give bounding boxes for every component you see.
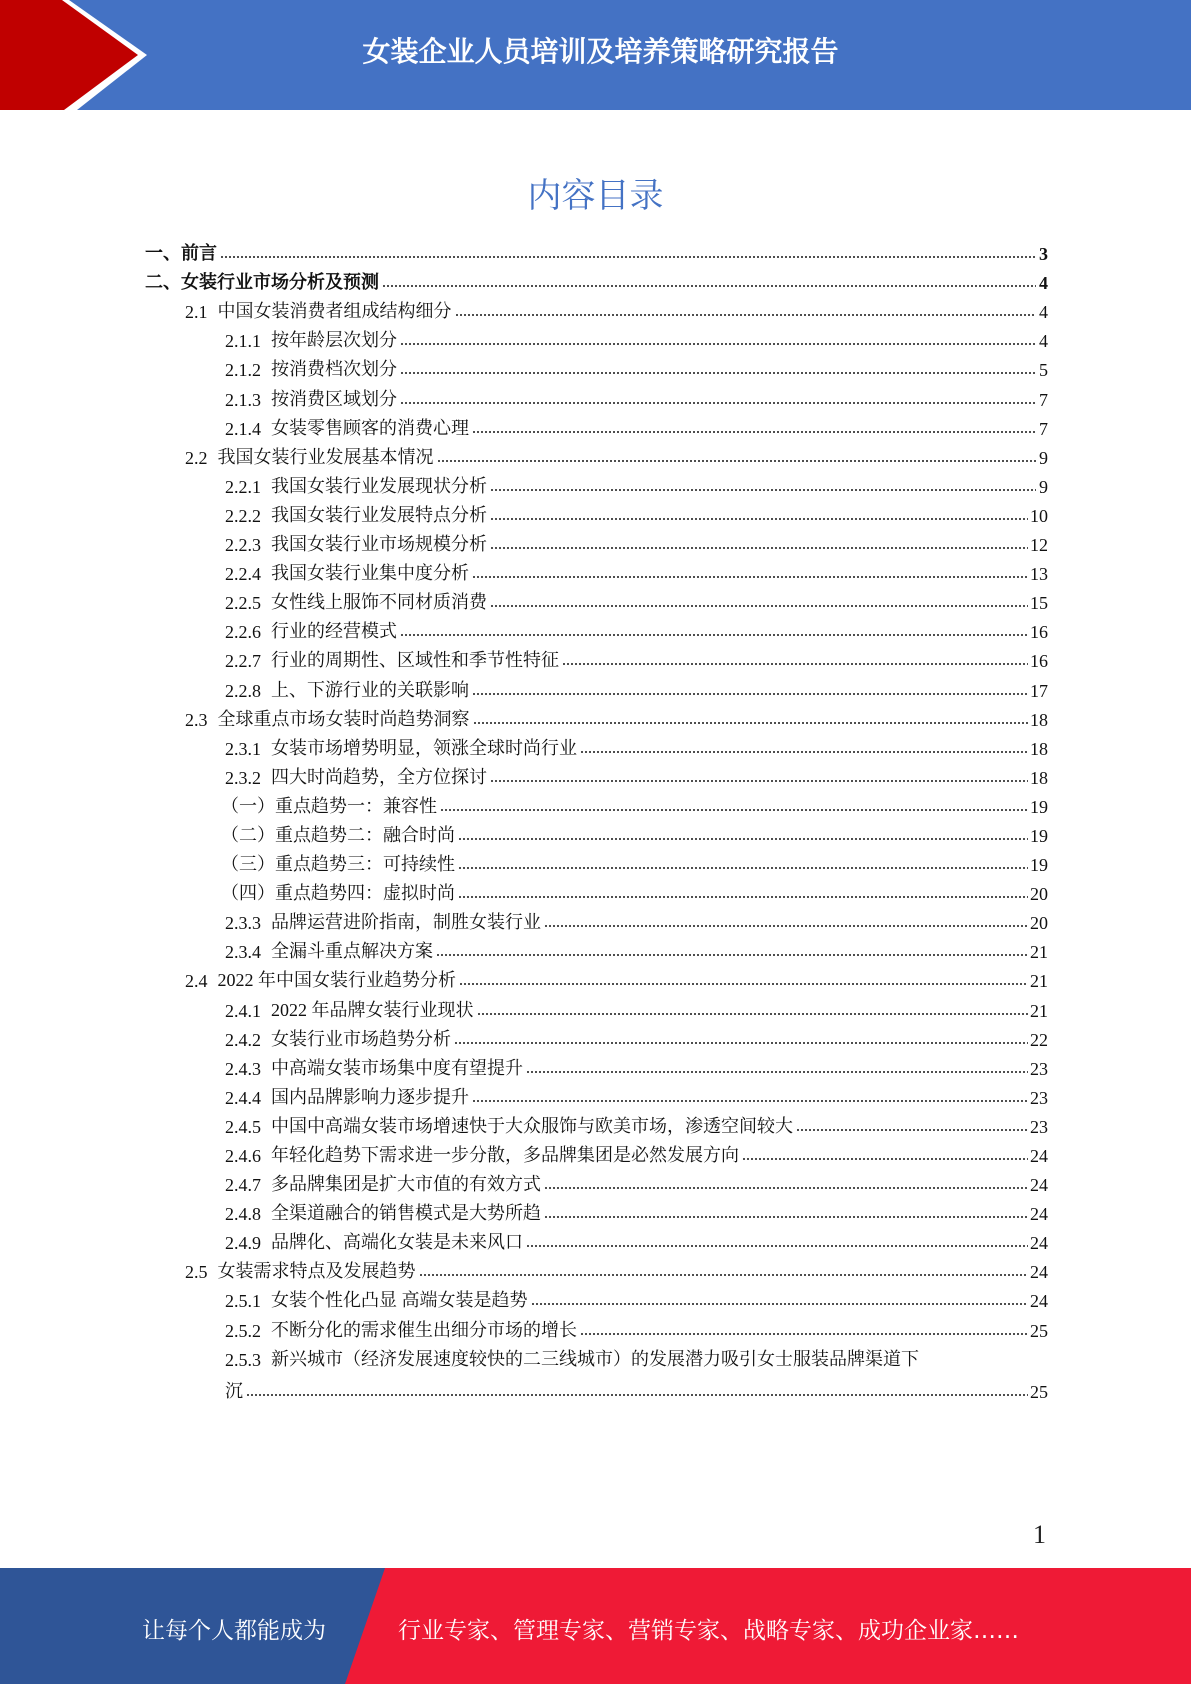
dot-leader [400,371,1036,375]
toc-entry-number: 2.4.2 [225,1029,261,1050]
toc-entry-page: 4 [1039,302,1048,323]
toc-entry-text: 品牌化、高端化女装是未来风口 [271,1232,523,1253]
toc-entry-page: 24 [1030,1204,1048,1225]
toc-entry-number: 2.3 [185,709,208,730]
toc-entry-page: 16 [1030,651,1048,672]
toc-entry-page: 7 [1039,389,1048,410]
toc-entry-page: 4 [1039,273,1048,294]
toc-entry-number: 2.3.2 [225,767,261,788]
toc-entry-page: 16 [1030,622,1048,643]
dot-leader [796,1128,1028,1132]
dot-leader [458,866,1028,870]
toc-entry[interactable] [145,847,1048,876]
dot-leader [400,401,1036,405]
toc-entry[interactable] [145,1254,1048,1283]
toc-entry[interactable] [145,992,1048,1021]
page-number: 1 [1033,1520,1046,1549]
toc-entry-number: 2.4.7 [225,1175,261,1196]
dot-leader [490,488,1036,492]
toc-entry[interactable] [145,1051,1048,1080]
dot-leader [382,284,1036,288]
toc-entry-number: （二） [221,824,275,845]
toc-entry[interactable] [145,323,1048,352]
toc-entry-text: 重点趋势二：融合时尚 [275,824,455,845]
toc-entry-page: 24 [1030,1175,1048,1196]
toc-entry-text: 我国女装行业发展现状分析 [271,475,487,496]
toc-entry[interactable] [145,294,1048,323]
toc-entry-number: 2.5.2 [225,1320,261,1341]
toc-entry-number: 2.2.5 [225,593,261,614]
toc-entry-page: 21 [1030,942,1048,963]
toc-entry[interactable] [145,731,1048,760]
toc-entry-number: 2.1.4 [225,418,261,439]
dot-leader [490,604,1028,608]
dot-leader [544,924,1028,928]
toc-entry[interactable] [145,643,1048,672]
toc-entry-number: 2.2.6 [225,622,261,643]
toc-entry-number: 2.1 [185,302,208,323]
footer-banner [0,1568,1191,1684]
dot-leader [458,837,1028,841]
toc-entry[interactable] [145,527,1048,556]
report-title: 女装企业人员培训及培养策略研究报告 [362,35,839,68]
toc-entry[interactable] [145,440,1048,469]
toc-entry-page: 7 [1039,418,1048,439]
toc-entry-number: 2.3.1 [225,738,261,759]
dot-leader [455,313,1037,317]
toc-entry-text: 年轻化趋势下需求进一步分散，多品牌集团是必然发展方向 [271,1145,739,1165]
dot-leader [490,546,1028,550]
dot-leader [473,721,1029,725]
toc-entry-page: 19 [1030,825,1048,846]
toc-entry-text: 新兴城市（经济发展速度较快的二三线城市）的发展潜力吸引女士服装品牌渠道下 [271,1348,919,1369]
toc-entry-page: 9 [1039,476,1048,497]
toc-entry-text: 品牌运营进阶指南，制胜女装行业 [271,912,541,933]
dot-leader [580,750,1028,754]
toc-entry[interactable] [145,556,1048,585]
toc-entry-number: 2.3.4 [225,942,261,963]
toc-entry-text: 女装市场增势明显，领涨全球时尚行业 [271,737,577,758]
dot-leader [459,982,1028,986]
toc-entry-page: 20 [1030,884,1048,905]
toc-entry-text: 女性线上服饰不同材质消费 [271,592,487,613]
dot-leader [437,459,1037,463]
toc-entry-number: （四） [221,883,275,904]
toc-entry-number: 2.2.1 [225,476,261,497]
dot-leader [440,808,1028,812]
dot-leader [436,953,1028,957]
toc-entry-page: 25 [1030,1320,1048,1341]
toc-entry-text: 按年龄层次划分 [271,330,397,351]
toc-entry-text: 不断分化的需求催生出细分市场的增长 [271,1319,577,1340]
toc-entry-text: 行业的周期性、区域性和季节性特征 [271,650,559,671]
toc-entry[interactable] [145,1283,1048,1312]
toc-entry-text: 中高端女装市场集中度有望提升 [271,1057,523,1078]
toc-entry[interactable] [145,1342,1048,1371]
toc-entry-number: 二、 [145,272,181,293]
dot-leader [246,1393,1028,1397]
toc-entry-page: 20 [1030,913,1048,934]
toc-entry[interactable] [145,381,1048,410]
toc-entry-page: 24 [1030,1291,1048,1312]
toc-entry-text: 女装行业市场分析及预测 [181,272,379,293]
toc-entry-text: 国内品牌影响力逐步提升 [271,1086,469,1107]
table-of-contents [145,236,1048,1403]
toc-entry-text: 按消费档次划分 [271,359,397,380]
toc-entry-text: 上、下游行业的关联影响 [271,679,469,700]
toc-entry-number: 2.4.8 [225,1204,261,1225]
toc-entry-number: 2.1.3 [225,389,261,410]
toc-entry-text: 前言 [181,243,217,264]
toc-entry-page: 25 [1030,1381,1048,1402]
toc-entry-text: 我国女装行业市场规模分析 [271,534,487,555]
toc-entry-number: 一、 [145,243,181,264]
toc-entry-page: 12 [1030,535,1048,556]
toc-entry[interactable] [145,1138,1048,1167]
toc-entry-page: 23 [1030,1058,1048,1079]
toc-entry-text: 全渠道融合的销售模式是大势所趋 [271,1203,541,1224]
toc-entry-page: 18 [1030,738,1048,759]
toc-entry-number: 2.2.3 [225,535,261,556]
toc-entry[interactable] [145,702,1048,731]
dot-leader [490,517,1028,521]
dot-leader [526,1244,1028,1248]
toc-entry-number: 2.5.1 [225,1291,261,1312]
dot-leader [400,342,1036,346]
toc-entry[interactable] [145,905,1048,934]
dot-leader [742,1157,1028,1161]
dot-leader [472,575,1028,579]
toc-entry-text: 女装零售顾客的消费心理 [271,417,469,438]
toc-entry-text: 我国女装行业发展特点分析 [271,504,487,525]
toc-entry-number: 2.5 [185,1262,208,1283]
toc-entry[interactable] [145,760,1048,789]
toc-entry[interactable] [145,963,1048,992]
toc-entry-page: 19 [1030,855,1048,876]
dot-leader [526,1070,1028,1074]
toc-entry-page: 21 [1030,1000,1048,1021]
toc-entry[interactable] [145,352,1048,381]
dot-leader [472,692,1028,696]
toc-entry[interactable] [145,1225,1048,1254]
toc-entry-number: 2.4.5 [225,1116,261,1137]
toc-entry-page: 24 [1030,1262,1048,1283]
toc-entry-number: 2.1.2 [225,360,261,381]
dot-leader [472,1099,1028,1103]
toc-entry[interactable] [145,934,1048,963]
toc-entry[interactable] [145,498,1048,527]
dot-leader [544,1186,1028,1190]
toc-entry-page: 13 [1030,564,1048,585]
toc-entry-text: 中国女装消费者组成结构细分 [217,301,452,322]
dot-leader [490,779,1028,783]
toc-entry-number: 2.4 [185,971,208,992]
toc-entry-text: 我国女装行业集中度分析 [271,563,469,584]
dot-leader [562,662,1028,666]
toc-entry-page: 9 [1039,447,1048,468]
toc-entry-text: 2022 年品牌女装行业现状 [271,999,474,1020]
toc-entry-page: 18 [1030,767,1048,788]
footer-slogan-left: 让每个人都能成为 [142,1618,326,1644]
footer-slogan-right: 行业专家、管理专家、营销专家、战略专家、成功企业家…… [398,1618,1019,1644]
toc-entry-number: 2.5.3 [225,1349,261,1370]
toc-entry-text: 重点趋势四：虚拟时尚 [275,883,455,904]
toc-entry-text: 中国中高端女装市场增速快于大众服饰与欧美市场，渗透空间较大 [271,1115,793,1136]
dot-leader [531,1302,1029,1306]
toc-entry-page: 22 [1030,1029,1048,1050]
toc-entry-page: 23 [1030,1116,1048,1137]
dot-leader [454,1041,1028,1045]
toc-entry-continued[interactable] [145,1371,1048,1403]
toc-entry-text: 女装需求特点及发展趋势 [217,1261,416,1282]
toc-entry-number: 2.4.1 [225,1000,261,1021]
toc-entry[interactable] [145,614,1048,643]
toc-entry-number: 2.1.1 [225,331,261,352]
dot-leader [472,430,1036,434]
toc-entry[interactable] [145,1080,1048,1109]
toc-entry[interactable] [145,1312,1048,1341]
toc-entry-page: 21 [1030,971,1048,992]
toc-entry-text: 行业的经营模式 [271,621,397,642]
toc-entry-page: 24 [1030,1146,1048,1166]
toc-entry-page: 23 [1030,1087,1048,1108]
toc-entry-text: 重点趋势三：可持续性 [275,854,455,875]
dot-leader [477,1012,1029,1016]
dot-leader [458,895,1028,899]
dot-leader [419,1273,1029,1277]
toc-entry[interactable] [145,236,1048,265]
toc-entry-number: （一） [221,795,275,816]
toc-entry-text: 女装个性化凸显 高端女装是趋势 [271,1290,528,1311]
toc-entry-page: 24 [1030,1233,1048,1254]
dot-leader [220,255,1036,259]
dot-leader [544,1215,1028,1219]
toc-entry-page: 19 [1030,796,1048,817]
toc-entry-text: 2022 年中国女装行业趋势分析 [217,970,456,991]
toc-entry-number: 2.2.2 [225,505,261,526]
toc-entry-text: 我国女装行业发展基本情况 [217,446,434,467]
toc-entry[interactable] [145,1109,1048,1138]
toc-entry-text: 重点趋势一：兼容性 [275,795,437,816]
toc-entry-page: 4 [1039,331,1048,352]
toc-entry[interactable] [145,1196,1048,1225]
toc-entry-number: 2.4.9 [225,1233,261,1254]
toc-entry-text: 沉 [225,1380,243,1401]
toc-entry-number: 2.4.3 [225,1058,261,1079]
toc-entry-text: 全球重点市场女装时尚趋势洞察 [217,708,470,729]
toc-entry[interactable] [145,265,1048,294]
toc-entry-number: 2.2.4 [225,564,261,585]
header-banner [0,0,1191,110]
toc-entry[interactable] [145,1022,1048,1051]
toc-entry-page: 17 [1030,680,1048,701]
toc-entry-page: 3 [1039,244,1048,265]
toc-entry-page: 18 [1030,709,1048,730]
toc-title: 内容目录 [527,176,664,216]
toc-entry[interactable] [145,789,1048,818]
toc-entry-number: （三） [221,854,275,875]
toc-entry[interactable] [145,411,1048,440]
toc-entry-page: 10 [1030,505,1048,526]
toc-entry-text: 多品牌集团是扩大市值的有效方式 [271,1174,541,1195]
toc-entry-text: 四大时尚趋势，全方位探讨 [271,766,487,787]
toc-entry[interactable] [145,585,1048,614]
toc-entry[interactable] [145,818,1048,847]
toc-entry-page: 15 [1030,593,1048,614]
toc-entry-number: 2.3.3 [225,913,261,934]
toc-entry-text: 全漏斗重点解决方案 [271,941,433,962]
dot-leader [400,633,1028,637]
toc-entry-text: 按消费区域划分 [271,388,397,409]
toc-entry-number: 2.4.4 [225,1087,261,1108]
toc-entry-number: 2.2.7 [225,651,261,672]
toc-entry[interactable] [145,1167,1048,1196]
toc-entry-number: 2.2 [185,447,208,468]
toc-entry[interactable] [145,469,1048,498]
toc-entry-page: 5 [1039,360,1048,381]
toc-entry-text: 女装行业市场趋势分析 [271,1028,451,1049]
toc-entry[interactable] [145,876,1048,905]
dot-leader [580,1332,1028,1336]
toc-entry-number: 2.2.8 [225,680,261,701]
toc-entry-number: 2.4.6 [225,1146,261,1166]
toc-entry[interactable] [145,672,1048,701]
